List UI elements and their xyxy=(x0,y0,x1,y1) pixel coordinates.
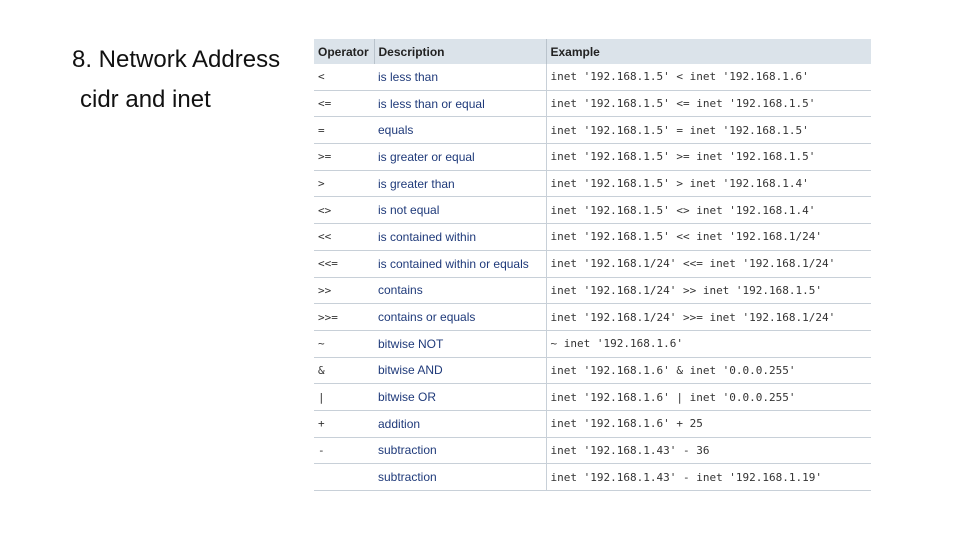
table-row xyxy=(314,330,871,357)
description-cell: is contained within or equals xyxy=(374,250,546,277)
operator-cell xyxy=(314,464,374,491)
operator-cell: <= xyxy=(314,90,374,117)
description-cell: bitwise AND xyxy=(374,357,546,384)
column-header-operator: Operator xyxy=(314,39,374,64)
example-cell: inet '192.168.1.5' = inet '192.168.1.5' xyxy=(546,117,871,144)
description-cell: equals xyxy=(374,117,546,144)
operator-cell: >>= xyxy=(314,304,374,331)
description-cell: contains xyxy=(374,277,546,304)
example-cell: inet '192.168.1.6' + 25 xyxy=(546,410,871,437)
operator-cell: <> xyxy=(314,197,374,224)
table-row xyxy=(314,384,871,411)
operator-cell: = xyxy=(314,117,374,144)
description-cell: bitwise OR xyxy=(374,384,546,411)
table-row xyxy=(314,464,871,491)
table-row xyxy=(314,277,871,304)
operator-cell: & xyxy=(314,357,374,384)
table-row xyxy=(314,410,871,437)
example-cell: inet '192.168.1/24' >>= inet '192.168.1/24' xyxy=(546,304,871,331)
example-cell: inet '192.168.1.5' < inet '192.168.1.6' xyxy=(546,64,871,90)
description-cell: is less than xyxy=(374,64,546,90)
table-row xyxy=(314,170,871,197)
operator-cell: < xyxy=(314,64,374,90)
slide-title-line1: 8. Network Address xyxy=(72,46,281,73)
example-cell: inet '192.168.1.5' <= inet '192.168.1.5' xyxy=(546,90,871,117)
description-cell: subtraction xyxy=(374,464,546,491)
operator-cell: + xyxy=(314,410,374,437)
operator-cell: > xyxy=(314,170,374,197)
operator-cell: >= xyxy=(314,144,374,171)
table-row xyxy=(314,117,871,144)
table-row xyxy=(314,90,871,117)
table-row xyxy=(314,197,871,224)
description-cell: addition xyxy=(374,410,546,437)
operator-cell: << xyxy=(314,224,374,251)
table-row xyxy=(314,224,871,251)
example-cell: inet '192.168.1.6' | inet '0.0.0.255' xyxy=(546,384,871,411)
example-cell: inet '192.168.1/24' <<= inet '192.168.1/24' xyxy=(546,250,871,277)
description-cell: is greater or equal xyxy=(374,144,546,171)
example-cell: inet '192.168.1.5' >= inet '192.168.1.5' xyxy=(546,144,871,171)
table-header-row xyxy=(314,39,871,64)
description-cell: bitwise NOT xyxy=(374,330,546,357)
description-cell: is less than or equal xyxy=(374,90,546,117)
table-row xyxy=(314,357,871,384)
table-row xyxy=(314,144,871,171)
operator-cell: <<= xyxy=(314,250,374,277)
example-cell: inet '192.168.1.5' > inet '192.168.1.4' xyxy=(546,170,871,197)
table-row xyxy=(314,250,871,277)
slide-title xyxy=(72,40,307,120)
description-cell: is not equal xyxy=(374,197,546,224)
description-cell: subtraction xyxy=(374,437,546,464)
example-cell: inet '192.168.1.5' <> inet '192.168.1.4' xyxy=(546,197,871,224)
column-header-example: Example xyxy=(546,39,871,64)
description-cell: is contained within xyxy=(374,224,546,251)
table-row xyxy=(314,304,871,331)
table-row xyxy=(314,437,871,464)
example-cell: inet '192.168.1.5' << inet '192.168.1/24' xyxy=(546,224,871,251)
operator-cell: ~ xyxy=(314,330,374,357)
description-cell: contains or equals xyxy=(374,304,546,331)
operator-cell: | xyxy=(314,384,374,411)
example-cell: ~ inet '192.168.1.6' xyxy=(546,330,871,357)
example-cell: inet '192.168.1.43' - 36 xyxy=(546,437,871,464)
column-header-description: Description xyxy=(374,39,546,64)
slide-title-line2: cidr and inet xyxy=(80,86,211,113)
example-cell: inet '192.168.1/24' >> inet '192.168.1.5' xyxy=(546,277,871,304)
operator-cell: >> xyxy=(314,277,374,304)
example-cell: inet '192.168.1.43' - inet '192.168.1.19' xyxy=(546,464,871,491)
operators-table xyxy=(314,39,871,491)
description-cell: is greater than xyxy=(374,170,546,197)
example-cell: inet '192.168.1.6' & inet '0.0.0.255' xyxy=(546,357,871,384)
operator-cell: - xyxy=(314,437,374,464)
table-row xyxy=(314,64,871,90)
